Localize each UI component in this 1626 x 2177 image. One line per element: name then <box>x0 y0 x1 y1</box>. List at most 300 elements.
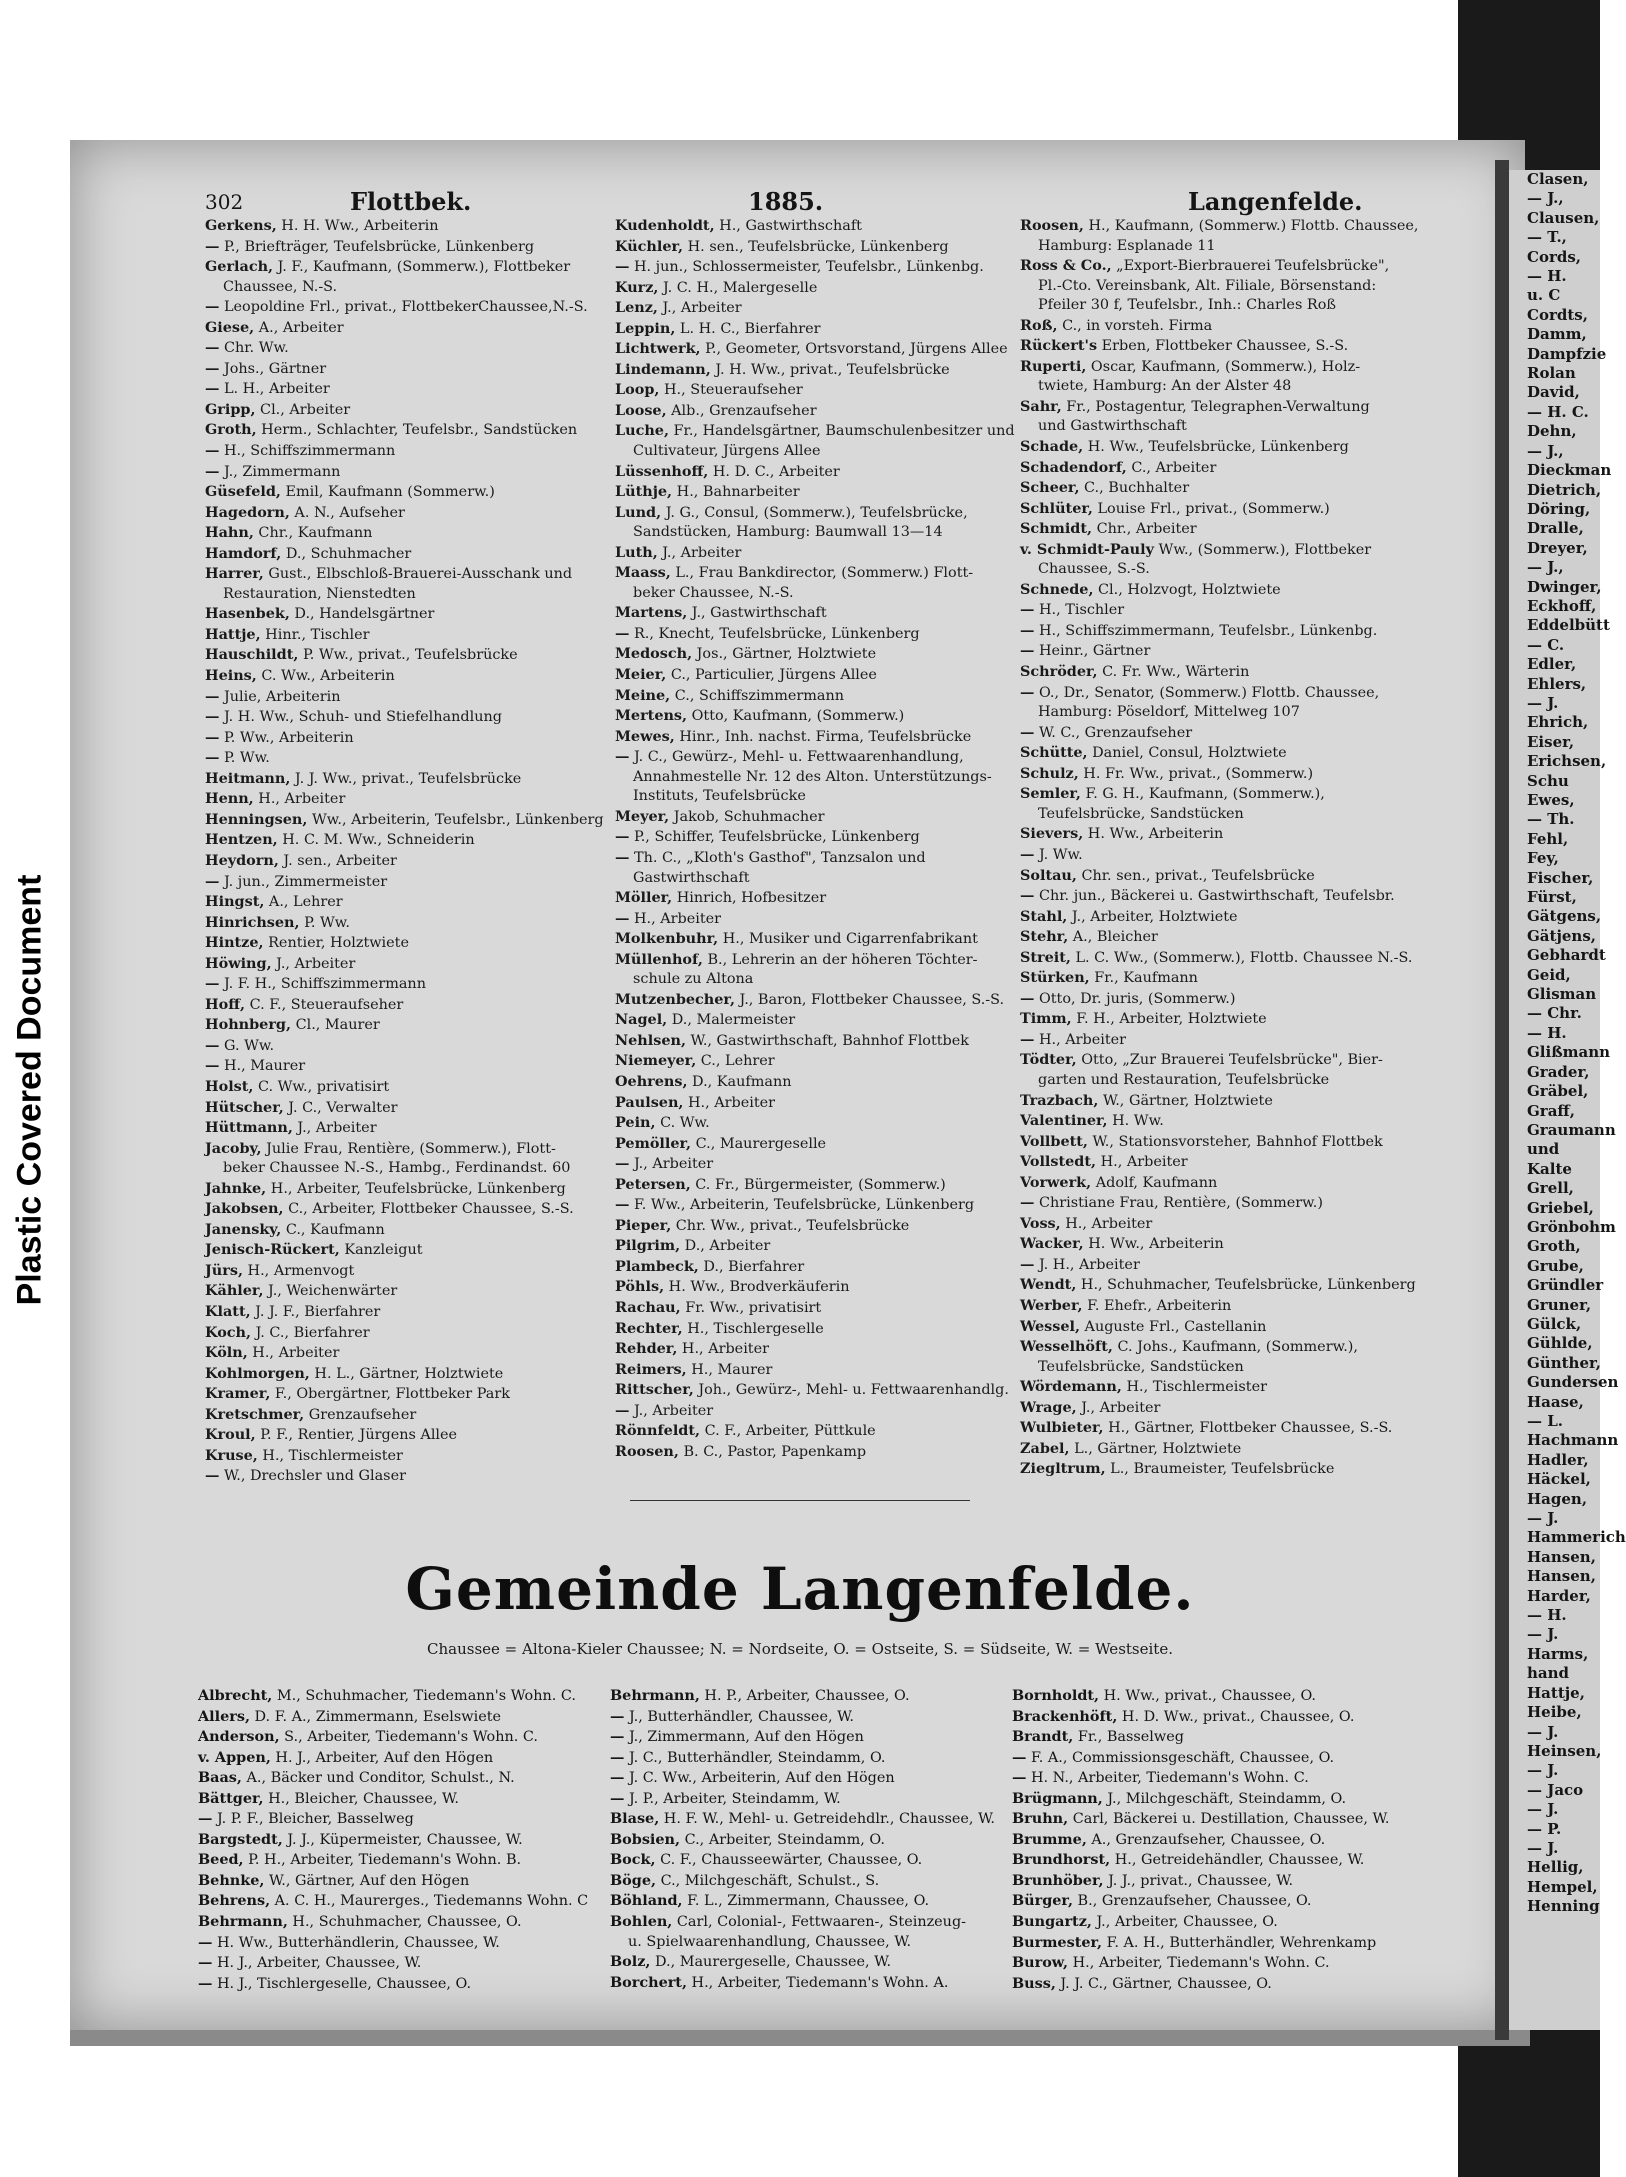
entry-details: W., Stationsvorsteher, Bahnhof Flottbek <box>1087 1133 1383 1150</box>
next-page-fragment: u. C <box>1527 286 1561 305</box>
directory-entry <box>205 748 605 769</box>
directory-entry <box>1020 216 1420 237</box>
directory-entry <box>610 1952 1000 1973</box>
entry-name: Wacker, <box>1020 1235 1084 1253</box>
directory-entry <box>205 645 605 666</box>
entry-details: H., Schuhmacher, Chaussee, O. <box>287 1914 522 1931</box>
entry-details: C. F., Arbeiter, Püttkule <box>700 1423 876 1440</box>
directory-entry <box>205 462 605 483</box>
entry-details: Pl.-Cto. Vereinsbank, Alt. Filiale, Börsenstand: <box>1038 277 1377 294</box>
entry-name: — <box>610 1728 625 1746</box>
directory-column-3 <box>1020 216 1420 1480</box>
entry-details: Ww., (Sommerw.), Flottbeker <box>1153 541 1372 558</box>
entry-name: — <box>198 1974 213 1992</box>
directory-entry <box>615 1360 1010 1381</box>
directory-entry <box>615 1216 1010 1237</box>
entry-name: Lichtwerk, <box>615 340 701 358</box>
entry-details: F. L., Zimmermann, Chaussee, O. <box>682 1893 930 1910</box>
directory-entry <box>1012 1933 1412 1954</box>
directory-entry <box>1020 560 1420 580</box>
entry-details: J. jun., Zimmermeister <box>219 873 388 890</box>
entry-details: J. H. Ww., Schuh- und Stiefelhandlung <box>219 709 502 726</box>
directory-entry <box>198 1789 598 1810</box>
entry-name: Rehder, <box>615 1340 678 1358</box>
directory-entry <box>205 851 605 872</box>
directory-entry <box>615 1421 1010 1442</box>
next-page-fragment: — Jaco <box>1527 1780 1584 1799</box>
entry-details: H., Arbeiter, Teufelsbrücke, Lünkenberg <box>266 1180 566 1197</box>
entry-name: — <box>198 1933 213 1951</box>
directory-entry <box>615 869 1010 889</box>
entry-details: C. Ww. <box>655 1115 710 1132</box>
next-page-fragment: — L. <box>1527 1412 1563 1430</box>
entry-name: Güsefeld, <box>205 483 281 501</box>
entry-details: H. Ww., Teufelsbrücke, Lünkenberg <box>1083 439 1349 456</box>
entry-details: J., Milchgeschäft, Steindamm, O. <box>1102 1790 1347 1807</box>
directory-entry <box>1020 1459 1420 1480</box>
directory-entry <box>1020 927 1420 948</box>
entry-details: Gastwirthschaft <box>633 869 750 886</box>
next-page-fragment: Heinsen, <box>1527 1741 1602 1760</box>
entry-name: Schütte, <box>1020 744 1088 762</box>
entry-details: H., Arbeiter <box>253 791 346 808</box>
entry-details: Rentier, Holztwiete <box>263 935 409 952</box>
directory-entry <box>615 970 1010 990</box>
entry-details: D. F. A., Zimmermann, Eselswiete <box>249 1708 502 1725</box>
entry-name: Hentzen, <box>205 831 278 849</box>
entry-name: Brügmann, <box>1012 1789 1103 1807</box>
next-page-fragment: Glißmann <box>1527 1043 1611 1062</box>
entry-details: beker Chaussee, N.-S. <box>633 584 794 601</box>
directory-entry <box>615 442 1010 462</box>
entry-details: Joh., Gewürz-, Mehl- u. Fettwaarenhandlg. <box>693 1382 1009 1399</box>
entry-name: Petersen, <box>615 1175 691 1193</box>
next-page-fragment: Henning <box>1527 1897 1600 1916</box>
entry-details: A., Bleicher <box>1068 929 1158 946</box>
next-page-fragment: Gründler <box>1527 1276 1604 1295</box>
entry-details: Leopoldine Frl., privat., FlottbekerChaussee,N.-S. <box>219 299 588 316</box>
entry-details: H. Fr. Ww., privat., (Sommerw.) <box>1078 765 1314 782</box>
entry-details: Fr., Handelsgärtner, Baumschulenbesitzer und <box>668 423 1015 440</box>
entry-name: Heins, <box>205 667 257 685</box>
next-page-fragment: — J. <box>1527 1625 1559 1644</box>
entry-details: H. F. W., Mehl- u. Getreidehdlr., Chaussee, W. <box>659 1811 995 1828</box>
next-page-fragment: Eiser, <box>1527 732 1575 751</box>
entry-name: Bohlen, <box>610 1913 673 1931</box>
entry-details: H. Ww., Arbeiterin <box>1083 1236 1224 1253</box>
entry-name: — <box>205 339 220 357</box>
directory-entry <box>198 1871 598 1892</box>
entry-details: H., Maurer <box>219 1058 306 1075</box>
entry-details: J. J. C., Gärtner, Chaussee, O. <box>1055 1975 1272 1992</box>
directory-entry <box>615 827 1010 848</box>
entry-name: Heitmann, <box>205 769 291 787</box>
next-page-fragment: Kalte <box>1527 1159 1572 1178</box>
next-page-fragment: — H. <box>1527 1023 1567 1042</box>
directory-entry <box>205 810 605 831</box>
next-page-fragment: Haase, <box>1527 1392 1584 1411</box>
next-page-fragment: — J. <box>1527 1722 1559 1741</box>
entry-details: J. H. Ww., privat., Teufelsbrücke <box>710 361 950 378</box>
entry-details: H., Maurer <box>686 1361 773 1378</box>
directory-entry <box>1020 458 1420 479</box>
entry-name: Loose, <box>615 401 667 419</box>
entry-details: C., Schiffszimmermann <box>670 687 845 704</box>
entry-details: Chaussee, N.-S. <box>223 278 338 295</box>
next-page-fragment: — H. <box>1527 267 1567 286</box>
next-page-fragment: Ewes, <box>1527 791 1575 809</box>
entry-details: H. D. C., Arbeiter <box>708 463 840 480</box>
entry-name: Jacoby, <box>205 1139 262 1157</box>
entry-name: Bock, <box>610 1851 656 1869</box>
entry-details: A. C. H., Maurerges., Tiedemanns Wohn. C <box>270 1893 589 1910</box>
entry-details: H. N., Arbeiter, Tiedemann's Wohn. C. <box>1026 1770 1309 1787</box>
directory-entry <box>615 278 1010 299</box>
next-page-fragment: Grönbohm <box>1527 1217 1616 1236</box>
entry-name: Jürs, <box>205 1261 243 1279</box>
directory-entry <box>1012 1707 1412 1728</box>
next-page-fragment: Grader, <box>1527 1062 1590 1081</box>
entry-name: Scheer, <box>1020 479 1080 497</box>
entry-details: H., Arbeiter <box>677 1341 769 1358</box>
entry-details: B., Lehrerin an der höheren Töchter- <box>702 951 978 968</box>
directory-entry <box>198 1912 598 1933</box>
entry-details: H., Arbeiter <box>683 1094 776 1111</box>
entry-details: Erben, Flottbeker Chaussee, S.-S. <box>1097 338 1349 355</box>
entry-name: — <box>615 258 630 276</box>
next-page-fragment: Ehlers, <box>1527 674 1587 693</box>
next-page-fragment: Erichsen, <box>1527 752 1607 771</box>
next-page-fragment: Gundersen <box>1527 1373 1619 1392</box>
directory-entry <box>1012 1768 1412 1789</box>
directory-entry <box>205 1240 605 1261</box>
next-page-fragment: — J. <box>1527 1838 1559 1857</box>
entry-details: C. Ww., privatisirt <box>253 1078 390 1095</box>
entry-name: Schadendorf, <box>1020 458 1127 476</box>
entry-details: L., Frau Bankdirector, (Sommerw.) Flott- <box>670 565 974 582</box>
directory-entry <box>1020 580 1420 601</box>
entry-name: Höwing, <box>205 954 272 972</box>
directory-entry <box>205 954 605 975</box>
next-page-fragment: — J. <box>1527 693 1559 712</box>
directory-entry <box>615 543 1010 564</box>
next-page-fragment: — J., <box>1527 189 1564 208</box>
directory-entry <box>610 1830 1000 1851</box>
entry-name: Timm, <box>1020 1010 1072 1028</box>
directory-entry <box>205 297 605 318</box>
entry-name: Pemöller, <box>615 1134 692 1152</box>
entry-name: — <box>205 872 220 890</box>
entry-name: — <box>205 975 220 993</box>
next-page-strip <box>1509 170 1626 2030</box>
entry-name: — <box>205 237 220 255</box>
entry-details: W., Gärtner, Holztwiete <box>1098 1092 1273 1109</box>
entry-details: Fr., Kaufmann <box>1089 970 1198 987</box>
entry-details: Chr. sen., privat., Teufelsbrücke <box>1076 867 1315 884</box>
directory-entry <box>205 441 605 462</box>
entry-details: W., Drechsler und Glaser <box>219 1468 406 1485</box>
next-page-fragment: — J., <box>1527 558 1564 577</box>
entry-name: — <box>615 1196 630 1214</box>
entry-name: Brackenhöft, <box>1012 1707 1118 1725</box>
entry-name: — <box>1020 989 1035 1007</box>
entry-name: Wessel, <box>1020 1317 1080 1335</box>
directory-entry <box>615 1442 1010 1463</box>
entry-details: W. C., Grenzaufseher <box>1034 724 1193 741</box>
directory-entry <box>1020 437 1420 458</box>
directory-entry <box>1020 1091 1420 1112</box>
entry-name: Wulbieter, <box>1020 1419 1104 1437</box>
entry-name: Semler, <box>1020 785 1081 803</box>
entry-name: Borchert, <box>610 1973 687 1991</box>
directory-entry <box>205 278 605 298</box>
directory-entry <box>198 1707 598 1728</box>
entry-name: Niemeyer, <box>615 1052 697 1070</box>
entry-name: Stahl, <box>1020 907 1068 925</box>
entry-name: Mewes, <box>615 727 675 745</box>
next-page-fragment: Ehrich, <box>1527 713 1589 732</box>
entry-details: C. F., Steueraufseher <box>245 996 404 1013</box>
entry-name: — <box>205 298 220 316</box>
directory-entry <box>615 929 1010 950</box>
entry-name: Maass, <box>615 564 671 582</box>
entry-details: H., Arbeiter, Tiedemann's Wohn. A. <box>686 1974 949 1991</box>
entry-name: — <box>610 1748 625 1766</box>
entry-details: Chr., Kaufmann <box>253 525 373 542</box>
directory-entry <box>205 564 605 585</box>
directory-entry <box>615 1257 1010 1278</box>
entry-details: Teufelsbrücke, Sandstücken <box>1038 805 1244 822</box>
entry-details: C., Kaufmann <box>281 1221 385 1238</box>
directory-entry <box>615 584 1010 604</box>
directory-entry <box>205 1199 605 1220</box>
entry-details: Auguste Frl., Castellanin <box>1079 1318 1267 1335</box>
directory-entry <box>205 1343 605 1364</box>
entry-details: Gust., Elbschloß-Brauerei-Ausschank und <box>263 566 573 583</box>
next-page-fragment: Günther, <box>1527 1353 1602 1372</box>
entry-details: H., Tischlermeister <box>257 1447 403 1464</box>
directory-entry <box>205 1323 605 1344</box>
entry-name: Oehrens, <box>615 1072 688 1090</box>
entry-details: Hamburg: Esplanade 11 <box>1038 237 1216 254</box>
entry-name: Allers, <box>198 1707 250 1725</box>
entry-details: A., Lehrer <box>264 894 343 911</box>
entry-name: Gripp, <box>205 400 256 418</box>
entry-name: — <box>205 749 220 767</box>
next-page-fragment: — J., <box>1527 441 1564 460</box>
entry-name: Hauschildt, <box>205 646 299 664</box>
entry-details: Alb., Grenzaufseher <box>666 402 817 419</box>
entry-name: — <box>610 1789 625 1807</box>
entry-name: Bargstedt, <box>198 1830 283 1848</box>
directory-entry <box>205 1364 605 1385</box>
directory-entry <box>1020 519 1420 540</box>
entry-name: Bättger, <box>198 1789 264 1807</box>
entry-details: Jakob, Schuhmacher <box>669 808 825 825</box>
directory-entry <box>610 1809 1000 1830</box>
entry-name: Bornholdt, <box>1012 1687 1100 1704</box>
directory-entry <box>1012 1727 1412 1748</box>
entry-details: L., Braumeister, Teufelsbrücke <box>1105 1461 1335 1478</box>
entry-name: Roß, <box>1020 316 1058 334</box>
entry-name: Ziegltrum, <box>1020 1460 1106 1478</box>
directory-entry <box>205 892 605 913</box>
entry-name: — <box>1020 723 1035 741</box>
directory-entry <box>1020 683 1420 704</box>
entry-details: Instituts, Teufelsbrücke <box>633 788 806 805</box>
directory-entry <box>610 1768 1000 1789</box>
entry-name: — <box>205 359 220 377</box>
entry-name: Schade, <box>1020 438 1084 456</box>
entry-name: Streit, <box>1020 948 1071 966</box>
directory-entry <box>1020 1275 1420 1296</box>
directory-entry <box>610 1789 1000 1810</box>
directory-entry <box>615 1195 1010 1216</box>
entry-name: Bürger, <box>1012 1892 1073 1910</box>
entry-details: H., Kaufmann, (Sommerw.) Flottb. Chaussee, <box>1083 218 1419 234</box>
entry-details: H., Arbeiter <box>1034 1031 1127 1048</box>
directory-entry <box>1020 1358 1420 1378</box>
entry-name: Müllenhof, <box>615 950 703 968</box>
entry-details: A., Arbeiter <box>254 319 344 336</box>
entry-details: F. Ww., Arbeiterin, Teufelsbrücke, Lünkenberg <box>629 1197 975 1214</box>
next-page-fragment: Dralle, <box>1527 519 1584 538</box>
entry-name: Trazbach, <box>1020 1091 1099 1109</box>
directory-entry <box>205 1446 605 1467</box>
entry-name: Hoff, <box>205 995 246 1013</box>
next-page-fragment: Fischer, <box>1527 868 1594 887</box>
entry-name: Roosen, <box>1020 217 1084 234</box>
directory-entry <box>615 462 1010 483</box>
entry-details: A., Grenzaufseher, Chaussee, O. <box>1086 1831 1326 1848</box>
directory-entry <box>615 624 1010 645</box>
directory-entry <box>205 707 605 728</box>
entry-name: Wördemann, <box>1020 1378 1122 1396</box>
entry-details: P., Geometer, Ortsvorstand, Jürgens Allee <box>700 341 1008 358</box>
entry-details: Kanzleigut <box>339 1242 423 1259</box>
entry-details: C. Fr., Bürgermeister, (Sommerw.) <box>690 1176 946 1193</box>
directory-entry <box>205 933 605 954</box>
entry-details: Jos., Gärtner, Holztwiete <box>692 646 877 663</box>
directory-entry <box>205 1384 605 1405</box>
entry-name: Schröder, <box>1020 663 1098 681</box>
directory-entry <box>205 974 605 995</box>
entry-details: J., Arbeiter <box>629 1402 714 1419</box>
directory-entry <box>198 1686 598 1707</box>
directory-entry <box>1020 886 1420 907</box>
entry-details: A. N., Aufseher <box>289 504 405 521</box>
directory-entry <box>610 1707 1000 1728</box>
entry-details: Cl., Maurer <box>291 1017 380 1034</box>
entry-name: Nagel, <box>615 1011 668 1029</box>
directory-entry <box>198 1809 598 1830</box>
directory-column-1 <box>205 216 605 1487</box>
entry-name: Pöhls, <box>615 1278 665 1296</box>
directory-entry <box>610 1727 1000 1748</box>
next-page-fragment: Eddelbütt <box>1527 616 1610 635</box>
entry-name: — <box>615 848 630 866</box>
entry-details: P. H., Arbeiter, Tiedemann's Wohn. B. <box>243 1852 522 1869</box>
entry-details: J., Arbeiter <box>271 955 356 972</box>
directory-entry <box>1020 1173 1420 1194</box>
entry-name: Schmidt, <box>1020 520 1093 538</box>
entry-details: Chr., Arbeiter <box>1092 521 1197 538</box>
directory-entry <box>205 503 605 524</box>
entry-name: Meine, <box>615 686 671 704</box>
next-page-fragment: Hadler, <box>1527 1450 1589 1469</box>
directory-column-2 <box>615 216 1015 1462</box>
entry-details: J. F. H., Schiffszimmermann <box>219 976 426 993</box>
entry-name: Brandt, <box>1012 1728 1074 1746</box>
entry-name: Jakobsen, <box>205 1200 284 1218</box>
entry-details: Grenzaufseher <box>304 1406 417 1423</box>
entry-details: J. J. Ww., privat., Teufelsbrücke <box>290 770 522 787</box>
directory-entry <box>1020 764 1420 785</box>
entry-name: — <box>205 1467 220 1485</box>
next-page-fragment: — H. C. <box>1527 402 1589 421</box>
entry-name: Böge, <box>610 1871 656 1889</box>
next-page-fragment: — P. <box>1527 1819 1562 1838</box>
entry-details: garten und Restauration, Teufelsbrücke <box>1038 1071 1330 1088</box>
entry-name: Lund, <box>615 503 662 521</box>
section-title: Gemeinde Langenfelde. <box>405 1555 1195 1623</box>
entry-name: Köln, <box>205 1344 248 1362</box>
entry-details: C., Arbeiter <box>1126 459 1217 476</box>
entry-name: — <box>1020 683 1035 701</box>
entry-name: Hagedorn, <box>205 503 290 521</box>
entry-details: Cl., Holzvogt, Holztwiete <box>1093 581 1281 598</box>
entry-details: H., Tischlergeselle <box>682 1320 824 1337</box>
next-page-fragment: — J. <box>1527 1800 1559 1819</box>
entry-details: J., Gastwirthschaft <box>687 605 827 622</box>
entry-name: — <box>1020 1255 1035 1273</box>
entry-name: — <box>205 687 220 705</box>
directory-entry <box>205 1139 605 1160</box>
entry-name: Behrmann, <box>198 1913 288 1931</box>
entry-name: Giese, <box>205 318 255 336</box>
directory-entry <box>1012 1871 1412 1892</box>
entry-name: Paulsen, <box>615 1093 684 1111</box>
entry-details: L. H., Arbeiter <box>219 381 330 398</box>
directory-entry <box>1020 397 1420 418</box>
directory-entry <box>615 909 1010 930</box>
next-page-fragment: Schu <box>1527 771 1569 790</box>
entry-details: P. F., Rentier, Jürgens Allee <box>255 1427 458 1444</box>
next-page-fragment: Clasen, <box>1527 170 1589 188</box>
entry-name: Pein, <box>615 1114 656 1132</box>
entry-details: und Gastwirthschaft <box>1038 418 1187 435</box>
entry-name: Jahnke, <box>205 1179 267 1197</box>
next-page-fragment: Häckel, <box>1527 1470 1591 1489</box>
directory-entry <box>1012 1789 1412 1810</box>
directory-entry <box>198 1748 598 1769</box>
entry-details: Julie, Arbeiterin <box>219 688 341 705</box>
entry-name: Pieper, <box>615 1216 672 1234</box>
entry-name: Rückert's <box>1020 337 1098 355</box>
entry-details: Ww., Arbeiterin, Teufelsbr., Lünkenberg <box>307 811 604 828</box>
next-page-fragment: Dreyer, <box>1527 538 1588 557</box>
directory-entry <box>198 1891 598 1912</box>
entry-name: Stürken, <box>1020 969 1090 987</box>
directory-entry <box>615 665 1010 686</box>
directory-entry <box>615 237 1010 258</box>
entry-name: — <box>205 708 220 726</box>
entry-name: Gerlach, <box>205 258 274 276</box>
entry-details: H., Arbeiter <box>247 1345 340 1362</box>
entry-details: J. P. F., Bleicher, Basselweg <box>212 1811 414 1828</box>
entry-details: B. C., Pastor, Papenkamp <box>678 1443 867 1460</box>
entry-details: Hinrich, Hofbesitzer <box>672 890 827 907</box>
